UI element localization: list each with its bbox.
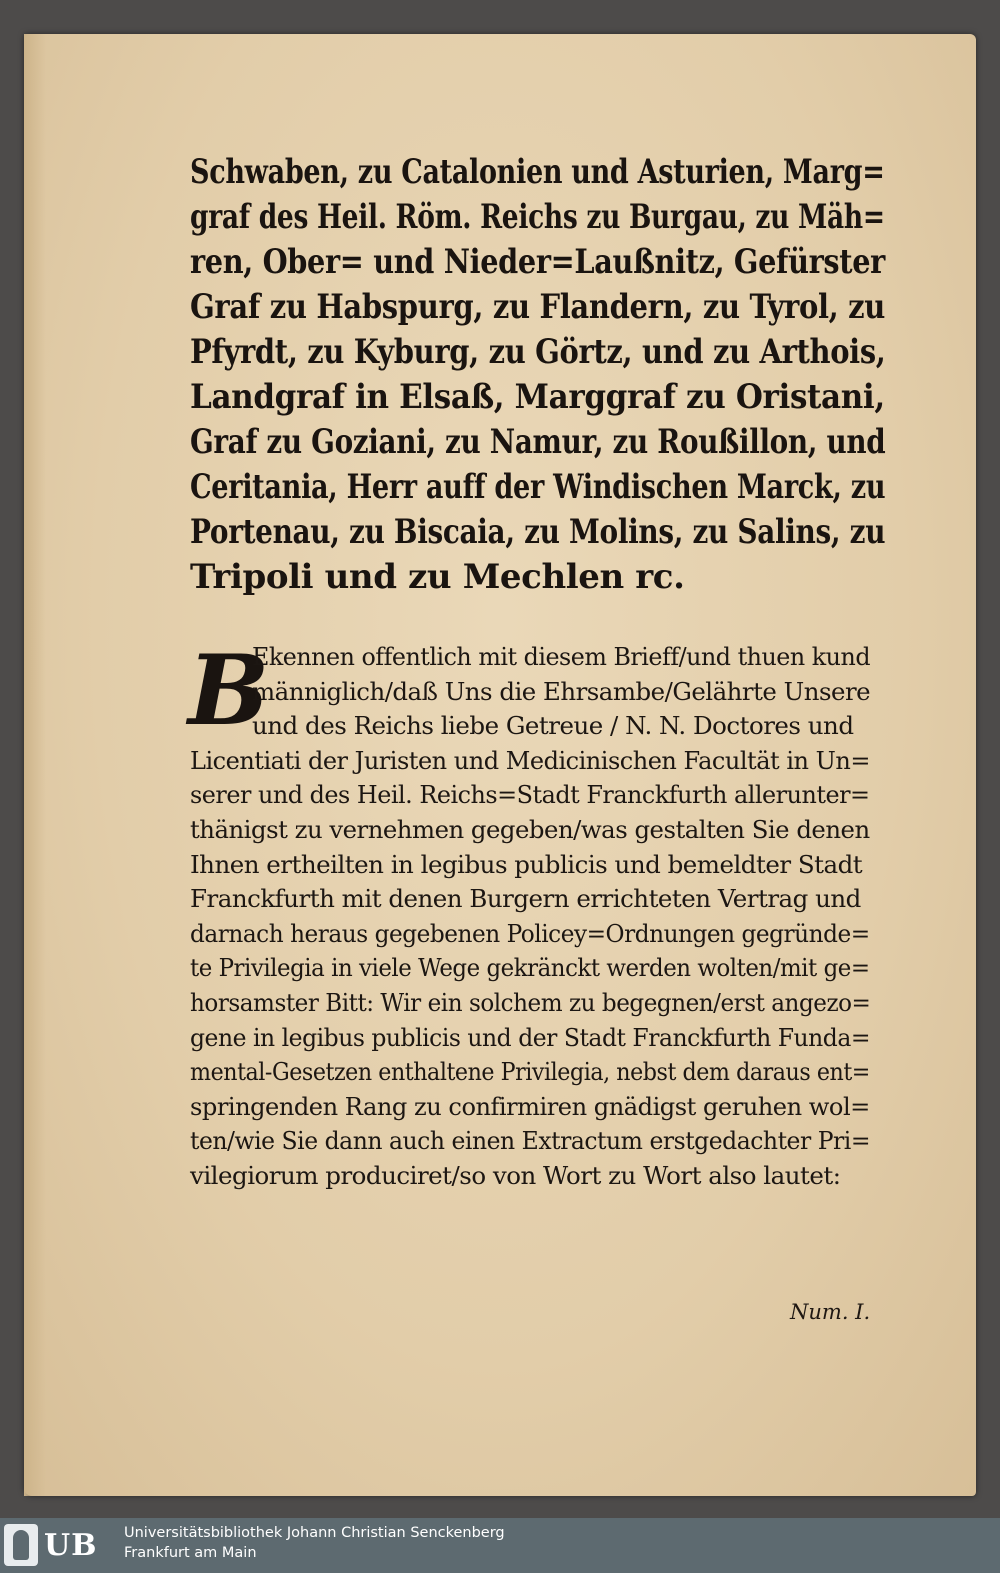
title-line: graf des Heil. Röm. Reichs zu Burgau, zu Mäh= xyxy=(190,197,885,237)
body-line: Licentiati der Juristen und Medicinischen Facultät in Un= xyxy=(190,745,870,775)
institution-name: Universitätsbibliothek Johann Christian Senckenberg xyxy=(124,1525,505,1541)
page-fold-shadow xyxy=(24,34,46,1496)
title-block xyxy=(190,150,885,600)
catchword: Num. I. xyxy=(790,1300,871,1324)
body-line: gene in legibus publicis und der Stadt Franckfurth Funda= xyxy=(190,1022,871,1052)
title-line: Landgraf in Elsaß, Marggraf zu Oristani, xyxy=(190,377,885,417)
title-line: Graf zu Goziani, zu Namur, zu Roußillon, und xyxy=(190,422,886,462)
title-line: Portenau, zu Biscaia, zu Molins, zu Salins, zu xyxy=(190,512,886,552)
body-line: serer und des Heil. Reichs=Stadt Franckfurth allerunter= xyxy=(190,780,870,810)
body-text xyxy=(190,640,870,1194)
title-line: Ceritania, Herr auff der Windischen Marck, zu xyxy=(190,467,886,507)
body-line: mental-Gesetzen enthaltene Privilegia, nebst dem daraus ent= xyxy=(190,1057,870,1087)
body-line: vilegiorum produciret/so von Wort zu Wort also lautet: xyxy=(190,1160,841,1190)
body-line: springenden Rang zu confirmiren gnädigst geruhen wol= xyxy=(190,1091,870,1121)
title-line: Tripoli und zu Mechlen rc. xyxy=(190,557,685,597)
body-line: und des Reichs liebe Getreue / N. N. Doctores und xyxy=(252,711,854,741)
body-line: ten/wie Sie dann auch einen Extractum erstgedachter Pri= xyxy=(190,1126,871,1156)
body-line: te Privilegia in viele Wege gekränckt werden wolten/mit ge= xyxy=(190,953,870,983)
title-line: Schwaben, zu Catalonien und Asturien, Marg= xyxy=(190,152,885,192)
title-line: Graf zu Habspurg, zu Flandern, zu Tyrol, zu xyxy=(190,287,886,327)
institution-city: Frankfurt am Main xyxy=(124,1545,257,1561)
drop-cap: B xyxy=(188,634,270,747)
portrait-icon xyxy=(4,1524,38,1566)
body-line: männiglich/daß Uns die Ehrsambe/Gelährte Unsere xyxy=(252,676,871,706)
footer-text xyxy=(124,1523,505,1563)
title-line: Pfyrdt, zu Kyburg, zu Görtz, und zu Arthois, xyxy=(190,332,886,372)
footer-bar xyxy=(0,1518,1000,1573)
body-line: Franckfurth mit denen Burgern errichteten Vertrag und xyxy=(190,884,861,914)
body-line: Ekennen offentlich mit diesem Brieff/und thuen kund xyxy=(252,642,871,671)
library-logo[interactable] xyxy=(4,1522,116,1568)
body-line: horsamster Bitt: Wir ein solchem zu begegnen/erst angezo= xyxy=(190,987,871,1017)
body-line: darnach heraus gegebenen Policey=Ordnungen gegründe= xyxy=(190,918,870,948)
body-line: Ihnen ertheilten in legibus publicis und bemeldter Stadt xyxy=(190,849,863,879)
body-line: thänigst zu vernehmen gegeben/was gestalten Sie denen xyxy=(190,814,870,844)
title-line: ren, Ober= und Nieder=Laußnitz, Gefürster xyxy=(190,242,885,282)
logo-text: UB xyxy=(44,1527,98,1563)
